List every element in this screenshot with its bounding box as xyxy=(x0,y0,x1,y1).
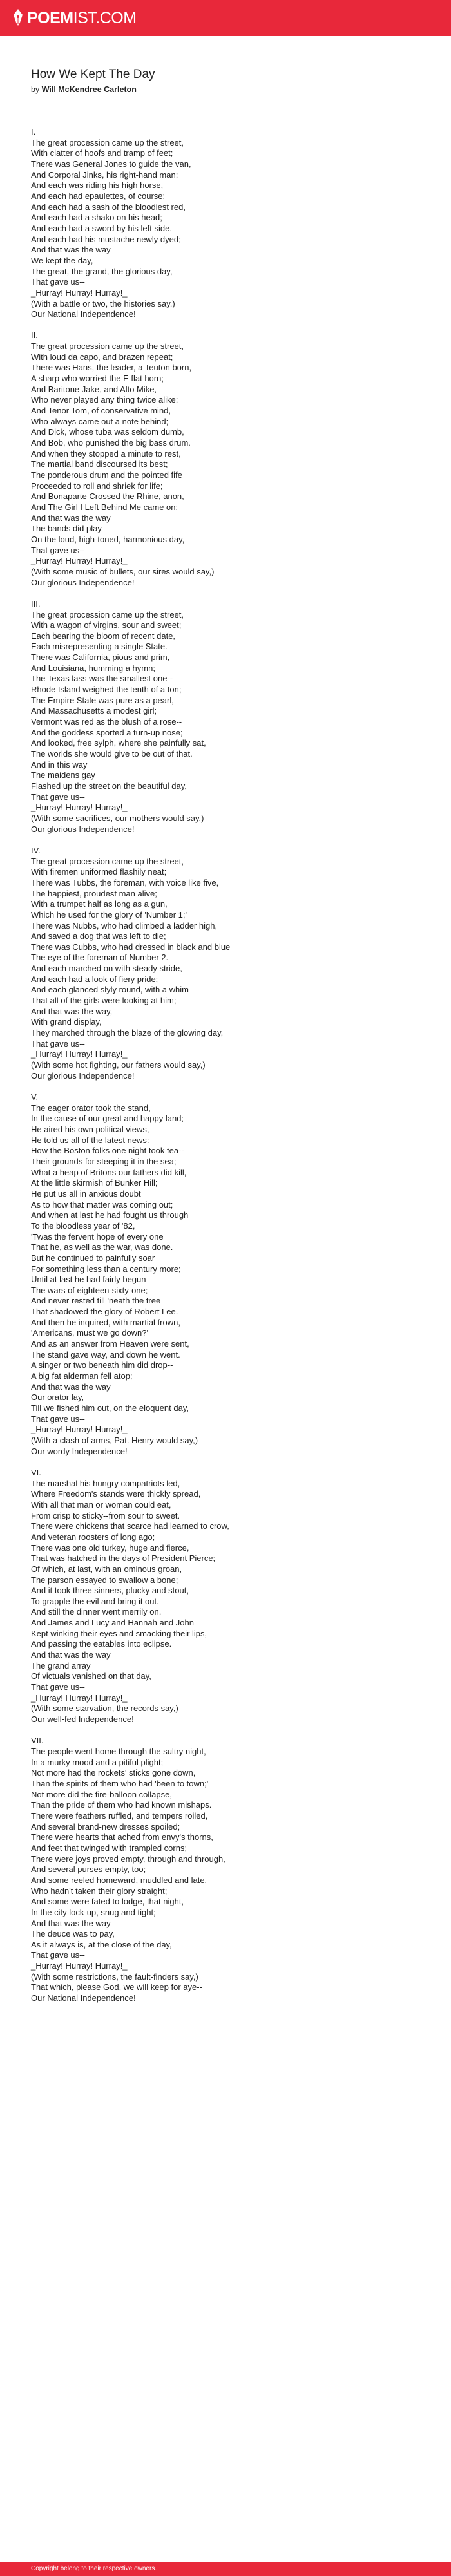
poem-line: _Hurray! Hurray! Hurray!_ xyxy=(31,287,128,298)
poem-line: Than the spirits of them who had 'been to town;' xyxy=(31,1778,209,1788)
poem-line: And when at last he had fought us through xyxy=(31,1210,189,1220)
poem-line: And Corporal Jinks, his right-hand man; xyxy=(31,169,178,180)
poem-line: And Baritone Jake, and Alto Mike, xyxy=(31,384,157,394)
poem-line: A singer or two beneath him did drop-- xyxy=(31,1360,173,1370)
poem-line: There was Tubbs, the foreman, with voice like five, xyxy=(31,877,219,887)
poem-line: And that was the way xyxy=(31,245,111,255)
poem-line: Flashed up the street on the beautiful day, xyxy=(31,781,187,791)
poem-line: At the little skirmish of Bunker Hill; xyxy=(31,1178,158,1188)
byline-prefix: by xyxy=(31,85,40,94)
poem-line: Till we fished him out, on the eloquent day, xyxy=(31,1403,189,1414)
poem-line: That shadowed the glory of Robert Lee. xyxy=(31,1307,178,1317)
poem-line: The grand array xyxy=(31,1660,91,1671)
poem-line: In a murky mood and a pitiful plight; xyxy=(31,1757,164,1767)
poem-line: That he, as well as the war, was done. xyxy=(31,1242,173,1253)
poem-line: With clatter of hoofs and tramp of feet; xyxy=(31,148,173,158)
poem-line: With loud da capo, and brazen repeat; xyxy=(31,352,173,362)
poem-line: That which, please God, we will keep for aye-- xyxy=(31,1982,202,1993)
poem-line: But he continued to painfully soar xyxy=(31,1253,155,1263)
poem-line: Of victuals vanished on that day, xyxy=(31,1671,151,1681)
poem-line: There was General Jones to guide the van, xyxy=(31,158,191,169)
poem-line: The parson essayed to swallow a bone; xyxy=(31,1575,178,1585)
poem-line: Our wordy Independence! xyxy=(31,1446,128,1456)
poem-line: Our glorious Independence! xyxy=(31,824,135,834)
poem-line: _Hurray! Hurray! Hurray!_ xyxy=(31,1692,128,1703)
stanza-number: V. xyxy=(31,1092,39,1102)
poem-line: There was California, pious and prim, xyxy=(31,652,170,663)
copyright-text: Copyright belong to their respective owners. xyxy=(31,2565,157,2572)
poem-line: And in this way xyxy=(31,759,88,770)
poem-line: The great procession came up the street, xyxy=(31,856,184,866)
poem-line: In the city lock-up, snug and tight; xyxy=(31,1907,156,1917)
poem-line: And it took three sinners, plucky and stout, xyxy=(31,1586,189,1596)
poem-line: As to how that matter was coming out; xyxy=(31,1199,173,1209)
stanza-number: II. xyxy=(31,330,38,341)
poem-line: That gave us-- xyxy=(31,1414,85,1424)
poem-line: And each had epaulettes, of course; xyxy=(31,191,166,201)
poem-line: The eye of the foreman of Number 2. xyxy=(31,952,169,963)
poem-line: (With some sacrifices, our mothers would say,) xyxy=(31,813,204,823)
poem-title: How We Kept The Day xyxy=(31,68,155,81)
poem-line: _Hurray! Hurray! Hurray!_ xyxy=(31,556,128,566)
poem-line: There were hearts that ached from envy's thorns, xyxy=(31,1832,213,1842)
stanza xyxy=(31,1736,424,2003)
poem-line: With a wagon of virgins, sour and sweet; xyxy=(31,620,182,630)
poem-line: (With some hot fighting, our fathers would say,) xyxy=(31,1060,206,1070)
poem-line: The maidens gay xyxy=(31,770,95,781)
poem-line: There were chickens that scarce had learned to crow, xyxy=(31,1521,229,1531)
poem-line: That gave us-- xyxy=(31,1038,85,1048)
poem-line: From crisp to sticky--from sour to sweet. xyxy=(31,1510,180,1520)
pen-nib-icon[interactable] xyxy=(13,9,23,26)
poem-line: Who hadn't taken their glory straight; xyxy=(31,1886,168,1896)
poem-line: And some were fated to lodge, that night, xyxy=(31,1897,184,1907)
poem-line: The eager orator took the stand, xyxy=(31,1103,151,1113)
poem-line: And when they stopped a minute to rest, xyxy=(31,448,181,459)
poem-line: We kept the day, xyxy=(31,255,93,265)
poem-line: Each misrepresenting a single State. xyxy=(31,641,168,652)
poem-line: And each had a look of fiery pride; xyxy=(31,974,158,984)
poem-line: And the goddess sported a turn-up nose; xyxy=(31,727,183,737)
poem-line: And that was the way xyxy=(31,513,111,523)
poem-line: And The Girl I Left Behind Me came on; xyxy=(31,502,178,512)
poem-line: 'Americans, must we go down?' xyxy=(31,1328,148,1338)
poem-line: Not more did the fire-balloon collapse, xyxy=(31,1789,172,1799)
poem-line: And that was the way, xyxy=(31,1006,113,1016)
poem-line: He told us all of the latest news: xyxy=(31,1135,149,1145)
poem-line: The Empire State was pure as a pearl, xyxy=(31,695,174,705)
poem-line: And Massachusetts a modest girl; xyxy=(31,706,157,716)
poem-line: That was hatched in the days of President Pierce; xyxy=(31,1553,216,1564)
logo-bold-text: POEM xyxy=(27,9,73,27)
poem-line: And that was the way xyxy=(31,1918,111,1928)
poem-line: Our glorious Independence! xyxy=(31,577,135,587)
poem-line: Our National Independence! xyxy=(31,309,136,319)
poem-line: And that was the way xyxy=(31,1381,111,1392)
stanza xyxy=(31,599,424,835)
poem-line: Our glorious Independence! xyxy=(31,1070,135,1081)
poem-line: And several brand-new dresses spoiled; xyxy=(31,1821,180,1832)
poem-line: And several purses empty, too; xyxy=(31,1864,146,1875)
poem-line: How the Boston folks one night took tea-- xyxy=(31,1146,184,1156)
poem-line: To the bloodless year of '82, xyxy=(31,1220,135,1231)
poem-line: The great procession came up the street, xyxy=(31,341,184,352)
poem-line: There was one old turkey, huge and fierce, xyxy=(31,1542,189,1553)
stanza xyxy=(31,1092,424,1457)
poem-line: That gave us-- xyxy=(31,1950,85,1960)
poem-line: The happiest, proudest man alive; xyxy=(31,888,157,898)
poem-line: And never rested till 'neath the tree xyxy=(31,1296,161,1306)
poem-line: The marshal his hungry compatriots led, xyxy=(31,1478,180,1488)
stanza-number: VI. xyxy=(31,1467,41,1477)
poem-line: There were joys proved empty, through and through, xyxy=(31,1853,225,1864)
poem-line: Our well-fed Independence! xyxy=(31,1714,134,1725)
poem-line: And Bonaparte Crossed the Rhine, anon, xyxy=(31,491,184,502)
stanza-number: IV. xyxy=(31,845,41,855)
site-logo[interactable] xyxy=(27,8,137,28)
poem-line: The worlds she would give to be out of that. xyxy=(31,749,193,759)
poem-line: Of which, at last, with an ominous groan, xyxy=(31,1564,182,1574)
poem-line: And still the dinner went merrily on, xyxy=(31,1607,162,1617)
footer-bar xyxy=(0,2562,451,2576)
poem-line: (With a clash of arms, Pat. Henry would say,) xyxy=(31,1435,198,1445)
poem-line: That gave us-- xyxy=(31,1682,85,1692)
poem-line: And each had a shako on his head; xyxy=(31,213,162,223)
stanza xyxy=(31,330,424,588)
poem-line: The wars of eighteen-sixty-one; xyxy=(31,1285,148,1295)
poem-line: For something less than a century more; xyxy=(31,1264,181,1274)
poem-line: And each had his mustache newly dyed; xyxy=(31,234,181,244)
poem-line: He put us all in anxious doubt xyxy=(31,1188,141,1198)
poem-line: And passing the eatables into eclipse. xyxy=(31,1639,172,1649)
poem-line: And then he inquired, with martial frown, xyxy=(31,1317,180,1327)
poem-line: Than the pride of them who had known mishaps. xyxy=(31,1800,212,1810)
poem-line: As it always is, at the close of the day, xyxy=(31,1939,172,1949)
poem-line: A big fat alderman fell atop; xyxy=(31,1371,133,1381)
logo-light-text: IST.COM xyxy=(73,9,137,27)
poem-line: The great procession came up the street, xyxy=(31,609,184,620)
poem-line: _Hurray! Hurray! Hurray!_ xyxy=(31,1425,128,1435)
poem-line: And each marched on with steady stride, xyxy=(31,963,182,974)
poem-line: Their grounds for steeping it in the sea; xyxy=(31,1156,177,1166)
poem-line: Proceeded to roll and shriek for life; xyxy=(31,480,163,491)
poem-line: _Hurray! Hurray! Hurray!_ xyxy=(31,1049,128,1059)
poem-line: Not more had the rockets' sticks gone down, xyxy=(31,1768,196,1778)
poem-line: Rhode Island weighed the tenth of a ton; xyxy=(31,685,182,695)
author-link[interactable]: Will McKendree Carleton xyxy=(41,85,137,94)
poem-line: That all of the girls were looking at him; xyxy=(31,996,177,1006)
poem-line: And that was the way xyxy=(31,1650,111,1660)
poem-line: And each had a sash of the bloodiest red, xyxy=(31,202,186,212)
poem-line: There were feathers ruffled, and tempers roiled, xyxy=(31,1810,208,1821)
poem-byline xyxy=(31,84,424,95)
poem-body xyxy=(31,127,424,2004)
poem-line: _Hurray! Hurray! Hurray!_ xyxy=(31,802,128,813)
poem-line: There was Hans, the leader, a Teuton born, xyxy=(31,363,192,373)
poem-line: The stand gave way, and down he went. xyxy=(31,1349,180,1359)
poem-line: The bands did play xyxy=(31,524,102,534)
poem-line: And saved a dog that was left to die; xyxy=(31,931,166,942)
poem-line: Which he used for the glory of 'Number 1;' xyxy=(31,909,187,920)
poem-line: _Hurray! Hurray! Hurray!_ xyxy=(31,1961,128,1971)
poem-line: Until at last he had fairly begun xyxy=(31,1274,146,1285)
stanza-number: I. xyxy=(31,127,36,137)
poem-content xyxy=(31,67,424,2014)
poem-line: With grand display, xyxy=(31,1017,102,1027)
poem-line: The great, the grand, the glorious day, xyxy=(31,266,173,276)
poem-line: To grapple the evil and bring it out. xyxy=(31,1596,159,1606)
poem-line: They marched through the blaze of the glowing day, xyxy=(31,1028,224,1038)
poem-line: The people went home through the sultry night, xyxy=(31,1747,206,1756)
poem-line: With all that man or woman could eat, xyxy=(31,1499,171,1510)
poem-line: (With a battle or two, the histories say,) xyxy=(31,298,175,308)
poem-line: (With some restrictions, the fault-finders say,) xyxy=(31,1971,198,1982)
poem-line: And looked, free sylph, where she painfully sat, xyxy=(31,738,206,748)
poem-line: And Bob, who punished the big bass drum. xyxy=(31,438,191,448)
poem-line: That gave us-- xyxy=(31,545,85,555)
poem-line: The deuce was to pay, xyxy=(31,1929,115,1939)
header-bar xyxy=(0,0,451,36)
poem-line: The ponderous drum and the pointed fife xyxy=(31,469,182,480)
poem-line: On the loud, high-toned, harmonious day, xyxy=(31,534,185,544)
poem-line: Our National Independence! xyxy=(31,1993,136,2003)
poem-line: Where Freedom's stands were thickly spread, xyxy=(31,1489,201,1499)
stanza-number: III. xyxy=(31,598,41,609)
poem-line: And James and Lucy and Hannah and John xyxy=(31,1618,194,1628)
stanza-number: VII. xyxy=(31,1736,44,1746)
poem-line: And Dick, whose tuba was seldom dumb, xyxy=(31,427,184,437)
poem-line: The great procession came up the street, xyxy=(31,137,184,147)
poem-line: He aired his own political views, xyxy=(31,1124,149,1134)
poem-line: Who never played any thing twice alike; xyxy=(31,395,178,405)
poem-line: And each had a sword by his left side, xyxy=(31,223,172,233)
poem-line: What a heap of Britons our fathers did kill, xyxy=(31,1167,187,1177)
poem-line: The martial band discoursed its best; xyxy=(31,459,168,469)
poem-line: With a trumpet half as long as a gun, xyxy=(31,899,168,909)
poem-line: That gave us-- xyxy=(31,277,85,287)
poem-line: Kept winking their eyes and smacking their lips, xyxy=(31,1628,207,1638)
poem-line: (With some music of bullets, our sires would say,) xyxy=(31,566,215,576)
poem-line: With firemen uniformed flashily neat; xyxy=(31,867,167,877)
poem-line: And veteran roosters of long ago; xyxy=(31,1531,155,1542)
poem-line: And each was riding his high horse, xyxy=(31,180,164,191)
stanza xyxy=(31,127,424,320)
poem-line: 'Twas the fervent hope of every one xyxy=(31,1231,164,1242)
poem-line: Our orator lay, xyxy=(31,1392,84,1403)
poem-line: A sharp who worried the E flat horn; xyxy=(31,374,164,384)
poem-line: The Texas lass was the smallest one-- xyxy=(31,674,173,684)
poem-line: Each bearing the bloom of recent date, xyxy=(31,630,176,641)
poem-line: Vermont was red as the blush of a rose-- xyxy=(31,717,182,727)
stanza xyxy=(31,846,424,1081)
poem-line: And as an answer from Heaven were sent, xyxy=(31,1339,189,1349)
poem-line: In the cause of our great and happy land; xyxy=(31,1113,184,1124)
poem-line: And some reeled homeward, muddled and late, xyxy=(31,1875,207,1885)
poem-line: There was Cubbs, who had dressed in black and blue xyxy=(31,942,231,952)
stanza xyxy=(31,1468,424,1725)
poem-line: (With some starvation, the records say,) xyxy=(31,1703,178,1714)
poem-line: There was Nubbs, who had climbed a ladder high, xyxy=(31,920,218,931)
poem-line: That gave us-- xyxy=(31,791,85,802)
poem-line: And Louisiana, humming a hymn; xyxy=(31,663,155,673)
poem-line: And Tenor Tom, of conservative mind, xyxy=(31,406,171,416)
poem-line: And feet that twinged with trampled corns; xyxy=(31,1842,187,1853)
poem-line: Who always came out a note behind; xyxy=(31,416,169,426)
poem-line: And each glanced slyly round, with a whim xyxy=(31,985,189,995)
